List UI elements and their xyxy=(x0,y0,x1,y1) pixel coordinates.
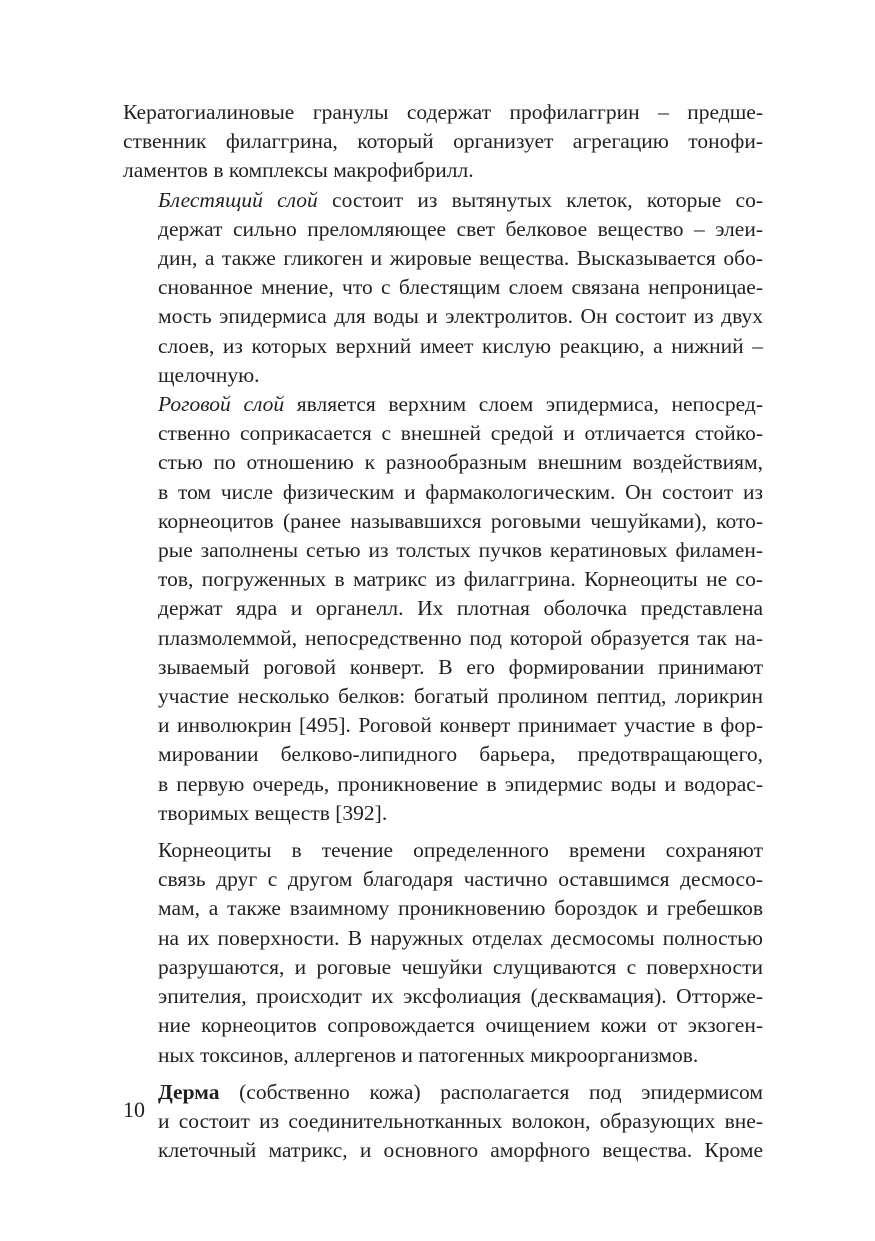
text-line: стью по отношению к разнообразным внешним воздействиям, xyxy=(158,450,763,475)
text-line: мость эпидермиса для воды и электролитов. Он состоит из двух xyxy=(158,304,763,329)
text-line: зываемый роговой конверт. В его формировании принимают xyxy=(158,654,763,679)
text-line: тов, погруженных в матрикс из филаггрина. Корнеоциты не со- xyxy=(158,567,763,592)
paragraph-stratum-corneum xyxy=(123,390,763,828)
paragraph-dermis xyxy=(123,1078,763,1166)
text-line: мам, а также взаимному проникновению бороздок и гребешков xyxy=(158,896,763,921)
text-line: ственник филаггрина, который организует агрегацию тонофи- xyxy=(123,129,763,154)
term-stratum-corneum: Роговой слой xyxy=(158,392,285,417)
body-text xyxy=(123,98,763,1165)
page-number: 10 xyxy=(123,1097,145,1122)
text-line: держат сильно преломляющее свет белковое вещество – элеи- xyxy=(158,216,763,241)
text-line: клеточный матрикс, и основного аморфного вещества. Кроме xyxy=(158,1138,763,1163)
text-line: и состоит из соединительнотканных волокон, образующих вне- xyxy=(158,1108,763,1133)
text-line: дин, а также гликоген и жировые вещества. Высказывается обо- xyxy=(158,246,763,271)
text-line: плазмолеммой, непосредственно под которой образуется так на- xyxy=(158,625,763,650)
text-line: Блестящий слой состоит из вытянутых клеток, которые со- xyxy=(158,187,763,212)
paragraph-stratum-lucidum xyxy=(123,186,763,390)
paragraph-corneocytes xyxy=(123,836,763,1070)
text-line: ных токсинов, аллергенов и патогенных микроорганизмов. xyxy=(158,1042,699,1067)
text-line: Кератогиалиновые гранулы содержат профилаггрин – предше- xyxy=(123,100,763,124)
text-line: рые заполнены сетью из толстых пучков кератиновых филамен- xyxy=(158,538,763,563)
text-line: ние корнеоцитов сопровождается очищением кожи от экзоген- xyxy=(158,1013,763,1038)
text-line: в первую очередь, проникновение в эпидермис воды и водорас- xyxy=(158,771,763,796)
text-line: участие несколько белков: богатый пролином пептид, лорикрин xyxy=(158,684,763,709)
term-dermis: Дерма xyxy=(158,1079,220,1104)
text-line: снованное мнение, что с блестящим слоем связана непроницае- xyxy=(158,275,763,300)
text-line: в том числе физическим и фармакологическим. Он состоит из xyxy=(158,479,763,504)
text-line: разрушаются, и роговые чешуйки слущиваются с поверхности xyxy=(158,954,763,979)
text-line: эпителия, происходит их эксфолиация (десквамация). Отторже- xyxy=(158,984,763,1009)
text-line: щелочную. xyxy=(158,362,260,387)
text-line: мировании белково-липидного барьера, предотвращающего, xyxy=(158,742,763,767)
text-line: держат ядра и органелл. Их плотная оболочка представлена xyxy=(158,596,763,621)
text-line: Дерма (собственно кожа) располагается под эпидермисом xyxy=(158,1079,763,1104)
text-line: слоев, из которых верхний имеет кислую реакцию, а нижний – xyxy=(158,333,763,358)
text-line: связь друг с другом благодаря частично оставшимся десмосо- xyxy=(158,867,763,892)
text-line: Корнеоциты в течение определенного времени сохраняют xyxy=(158,838,763,863)
term-stratum-lucidum: Блестящий слой xyxy=(158,187,318,212)
text-line: ламентов в комплексы макрофибрилл. xyxy=(123,158,474,183)
text-line: и инволюкрин [495]. Роговой конверт принимает участие в фор- xyxy=(158,713,763,738)
text-line: творимых веществ [392]. xyxy=(158,800,388,825)
text-line: ственно соприкасается с внешней средой и отличается стойко- xyxy=(158,421,763,446)
text-line: на их поверхности. В наружных отделах десмосомы полностью xyxy=(158,925,763,950)
text-line: корнеоцитов (ранее называвшихся роговыми чешуйками), кото- xyxy=(158,508,763,533)
text-line: Роговой слой является верхним слоем эпидермиса, непосред- xyxy=(158,392,763,417)
paragraph-keratohyalin xyxy=(123,98,763,186)
